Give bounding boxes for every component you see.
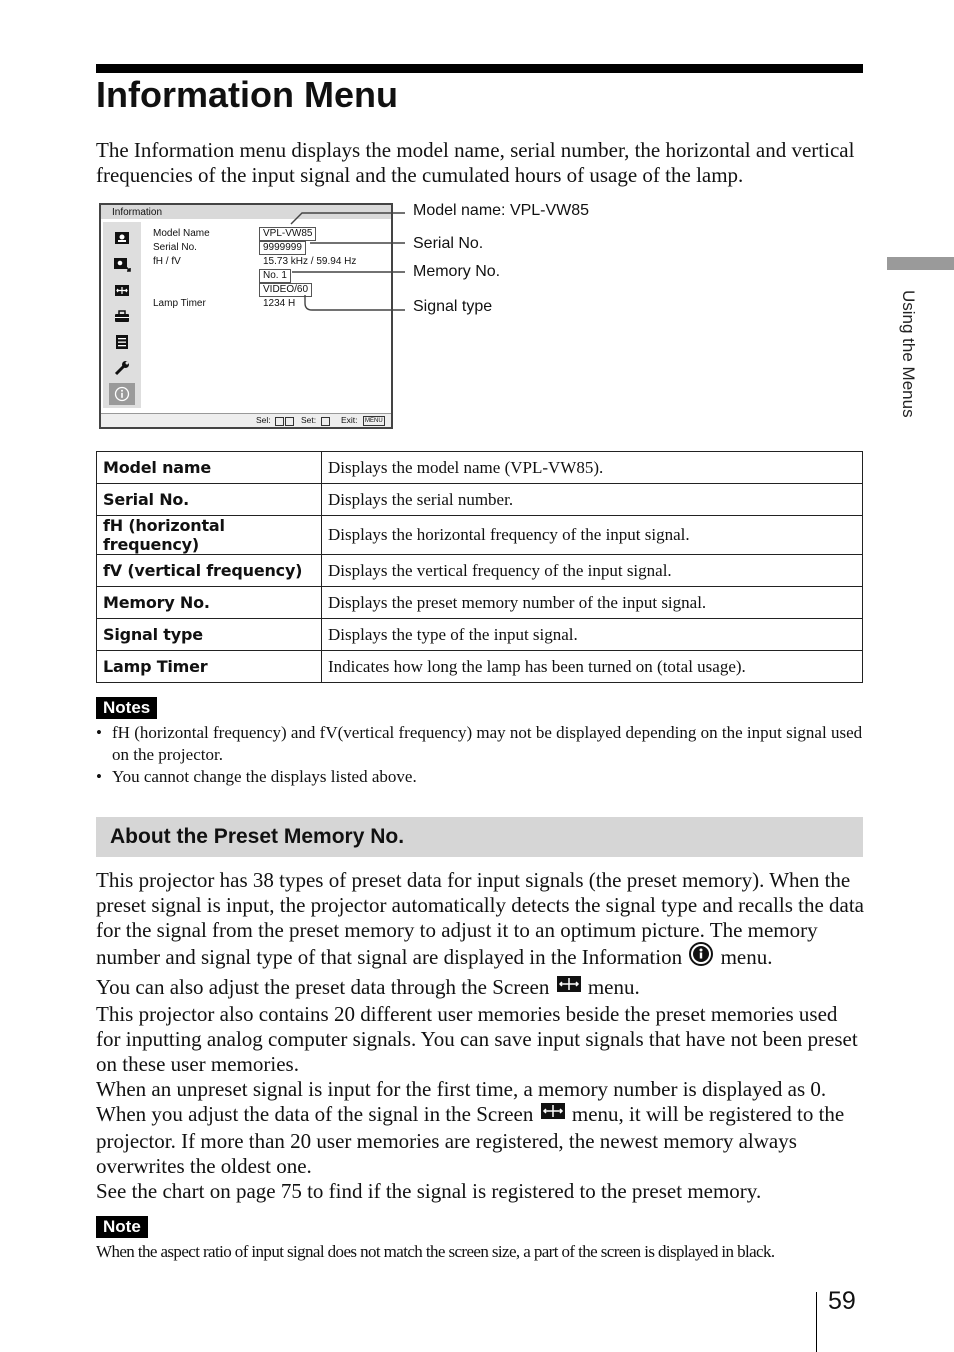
paragraph — [96, 868, 866, 975]
menu-key-icon: MENU — [365, 418, 383, 424]
table-key: fH (horizontal frequency) — [97, 516, 322, 555]
function-icon — [109, 331, 135, 353]
callout-signal-type: Signal type — [413, 298, 493, 315]
osd-value-serial-no: 9999999 — [259, 241, 306, 255]
section-body — [96, 868, 866, 1204]
screen-icon — [539, 1101, 567, 1127]
callout-serial-no: Serial No. — [413, 235, 484, 252]
osd-label-lamp-timer: Lamp Timer — [153, 298, 206, 309]
note-badge: Note — [96, 1216, 148, 1238]
osd-label-serial-no: Serial No. — [153, 242, 197, 253]
osd-set-label: Set: — [301, 415, 317, 425]
screen-icon — [555, 974, 583, 1000]
table-key: Model name — [97, 452, 322, 484]
note-text: You cannot change the displays listed above. — [112, 767, 417, 786]
osd-label-model-name: Model Name — [153, 228, 210, 239]
installation-icon — [109, 357, 135, 379]
table-key: Signal type — [97, 619, 322, 651]
osd-menu-sidebar — [103, 222, 141, 408]
osd-value-signal-type: VIDEO/60 — [259, 283, 312, 297]
table-row — [97, 651, 863, 683]
intro-paragraph: The Information menu displays the model name, serial number, the horizontal and vertical frequencies of the input signal and the cumulated hours of usage of the lamp. — [96, 138, 855, 187]
osd-value-frequency: 15.73 kHz / 59.94 Hz — [263, 256, 357, 267]
callout-memory-no: Memory No. — [413, 263, 501, 280]
screen-icon — [109, 279, 135, 301]
paragraph-text: menu. — [587, 975, 640, 999]
up-arrow-key-icon — [275, 417, 284, 426]
side-tab-marker — [887, 257, 954, 270]
list-item: • You cannot change the displays listed above. — [96, 767, 417, 786]
paragraph-text: menu. — [720, 944, 773, 969]
table-row — [97, 484, 863, 516]
note-text: fH (horizontal frequency) and fV(vertical frequency) may not be displayed depending on the input signal used on the projector. — [112, 723, 863, 764]
title-rule — [96, 64, 863, 73]
paragraph-text: When you adjust the data of the signal in the Screen — [96, 1102, 534, 1127]
paragraph-text: This projector has 38 types of preset data for input signals (the preset memory). When the preset signal is input, the projector automatically detects the signal type and recalls the data for the signal from the preset memory to adjust it to an optimum picture. The memory number and signal type of that signal are displayed in the Information — [96, 868, 864, 969]
table-key: Lamp Timer — [97, 651, 322, 683]
osd-value-model-name: VPL-VW85 — [259, 227, 316, 241]
paragraph-text: menu, it will be registered to the projector. If more than 20 user memories are registered, the newest memory always overwrites the oldest one. — [96, 1102, 845, 1179]
paragraph — [96, 975, 866, 1002]
table-value: Displays the vertical frequency of the input signal. — [322, 555, 863, 587]
paragraph: This projector also contains 20 different user memories beside the preset memories used for inputting analog computer signals. You can save input signals that have not been preset on these user memories. — [96, 1002, 858, 1077]
paragraph: When an unpreset signal is input for the first time, a memory number is displayed as 0. — [96, 1077, 827, 1102]
setup-icon — [109, 305, 135, 327]
side-section-label: Using the Menus — [899, 290, 918, 418]
table-value: Displays the serial number. — [322, 484, 863, 516]
table-value: Displays the type of the input signal. — [322, 619, 863, 651]
section-heading-bar — [96, 817, 863, 857]
osd-bottom-bar — [101, 413, 391, 427]
notes-badge: Notes — [96, 697, 157, 719]
leader-model-name — [291, 213, 405, 224]
table-key: fV (vertical frequency) — [97, 555, 322, 587]
paragraph-text: You can also adjust the preset data through the Screen — [96, 975, 550, 999]
table-row — [97, 516, 863, 555]
leader-signal-type — [305, 295, 405, 310]
paragraph: See the chart on page 75 to find if the signal is registered to the preset memory. — [96, 1179, 762, 1204]
table-row — [97, 587, 863, 619]
advanced-picture-icon — [109, 253, 135, 275]
information-items-table — [96, 451, 863, 683]
list-item: • fH (horizontal frequency) and fV(vertical frequency) may not be displayed depending on the input signal used on the projector. — [96, 723, 863, 764]
osd-title: Information — [112, 207, 163, 218]
osd-sel-label: Sel: — [256, 415, 271, 425]
osd-value-lamp-timer: 1234 H — [263, 298, 296, 309]
table-value: Indicates how long the lamp has been turned on (total usage). — [322, 651, 863, 683]
down-arrow-key-icon — [285, 417, 294, 426]
callout-leaders — [280, 200, 410, 320]
callout-model-name: Model name: VPL-VW85 — [413, 202, 590, 219]
picture-icon — [109, 227, 135, 249]
notes-list — [96, 722, 866, 788]
osd-value-memory-no: No. 1 — [259, 269, 291, 283]
table-value: Displays the horizontal frequency of the input signal. — [322, 516, 863, 555]
paragraph — [96, 1102, 866, 1179]
page-number-rule — [816, 1292, 817, 1352]
table-key: Memory No. — [97, 587, 322, 619]
page-number: 59 — [828, 1287, 856, 1315]
section-title: About the Preset Memory No. — [110, 825, 405, 848]
enter-key-icon — [321, 417, 330, 426]
page-title: Information Menu — [96, 74, 398, 115]
information-icon — [109, 383, 135, 405]
osd-label-fh-fv: fH / fV — [153, 256, 181, 267]
information-icon — [687, 941, 715, 973]
table-key: Serial No. — [97, 484, 322, 516]
note-text: When the aspect ratio of input signal does not match the screen size, a part of the screen is displayed in black. — [96, 1242, 775, 1261]
table-value: Displays the model name (VPL-VW85). — [322, 452, 863, 484]
table-row — [97, 452, 863, 484]
osd-exit-label: Exit: — [341, 415, 358, 425]
table-value: Displays the preset memory number of the input signal. — [322, 587, 863, 619]
table-row — [97, 619, 863, 651]
table-row — [97, 555, 863, 587]
